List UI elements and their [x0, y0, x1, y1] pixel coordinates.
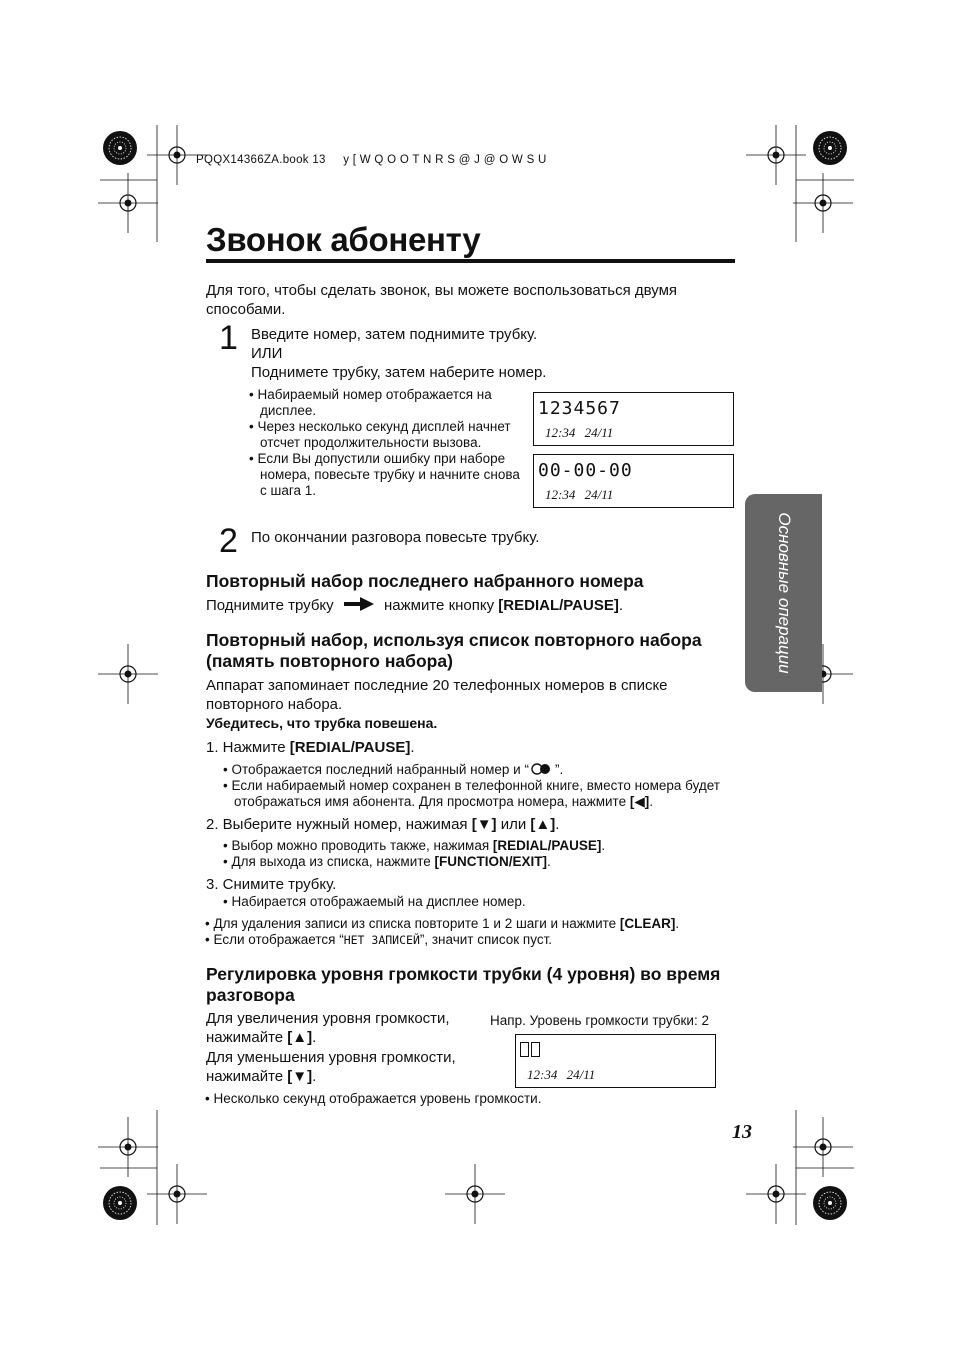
period: .: [649, 794, 653, 809]
lcd-display-dialing: [533, 392, 734, 446]
side-tab: [745, 494, 822, 692]
registration-cross-icon: [746, 125, 806, 185]
period: .: [675, 916, 680, 931]
period: .: [547, 854, 551, 869]
page-number: 13: [732, 1121, 752, 1143]
item2-bullet-2: [223, 854, 733, 870]
up-key: [▲]: [287, 1029, 313, 1046]
note-empty-list: [205, 932, 735, 948]
section2-notes: [205, 916, 735, 948]
item1-bullet-1-end: ”.: [554, 762, 564, 777]
item2-bullet-2-text: Для выхода из списка, нажмите: [231, 854, 435, 869]
down-key: [▼]: [287, 1068, 313, 1085]
registration-star-icon: [103, 1186, 137, 1220]
item2-bullets: [223, 838, 733, 870]
header-file-info: PQQX14366ZA.book 13: [196, 154, 326, 166]
function-exit-key: [FUNCTION/EXIT]: [434, 854, 548, 869]
step1-line3: Поднимете трубку, затем наберите номер.: [251, 364, 547, 381]
step-number-1: 1: [219, 319, 238, 357]
registration-cross-icon: [445, 1164, 505, 1224]
registration-cross-icon: [793, 173, 853, 233]
step1-or: ИЛИ: [251, 345, 283, 362]
lcd-time-date: 12:34 24/11: [545, 487, 614, 502]
step2-text: По окончании разговора повесьте трубку.: [251, 529, 540, 546]
volume-decrease-label: Для уменьшения уровня громкости, нажимайте: [206, 1049, 456, 1085]
step1-bullet-3: • Если Вы допустили ошибку при наборе номера, повесьте трубку и начните снова с шага 1.: [249, 451, 521, 499]
item1-text: 1. Нажмите: [206, 739, 290, 756]
title-rule: [206, 259, 735, 263]
lcd-display-volume: [515, 1034, 716, 1088]
item1-bullet-2: [223, 778, 733, 810]
volume-decrease-text: [206, 1048, 486, 1086]
volume-note: • Несколько секунд отображается уровень громкости.: [205, 1091, 541, 1107]
section-heading-volume: Регулировка уровня громкости трубки (4 уровня) во время разговора: [206, 964, 721, 1005]
lcd-display-timer: [533, 454, 734, 508]
lcd-main-number: 1234567: [538, 398, 621, 419]
lcd-call-timer: 00-00-00: [538, 460, 633, 481]
registration-star-icon: [813, 1186, 847, 1220]
left-key: [◀]: [629, 794, 650, 809]
step1-line1: Введите номер, затем поднимите трубку.: [251, 326, 538, 343]
volume-increase-label: Для увеличения уровня громкости, нажимайте: [206, 1010, 450, 1046]
note-clear-text: Для удаления записи из списка повторите 1 и 2 шаги и нажмите: [213, 916, 620, 931]
item1-bullet-1: [223, 762, 733, 778]
redial-pause-key: [REDIAL/PAUSE]: [492, 838, 602, 853]
lcd-message-no-entries: НЕТ ЗАПИСЕЙ: [343, 933, 420, 947]
step1-bullets: [249, 387, 521, 499]
registration-cross-icon: [98, 644, 158, 704]
registration-cross-icon: [147, 1164, 207, 1224]
section-heading-redial-list: Повторный набор, используя список повторного набора (память повторного набора): [206, 630, 702, 671]
period: .: [618, 597, 624, 614]
item2-or: или: [496, 816, 531, 833]
print-header: [196, 154, 547, 166]
lcd-time-date: 12:34 24/11: [545, 425, 614, 440]
registration-star-icon: [103, 131, 137, 165]
section2-bold-note: Убедитесь, что трубка повешена.: [206, 715, 438, 731]
clear-key: [CLEAR]: [619, 916, 676, 931]
section2-item-2: [206, 815, 559, 834]
volume-level-bars: [520, 1042, 542, 1062]
redial-memory-icon: [531, 763, 553, 775]
section2-item-1: [206, 738, 415, 757]
period: .: [312, 1068, 317, 1085]
volume-example-label: Напр. Уровень громкости трубки: 2: [490, 1013, 709, 1028]
redial-pause-key: [REDIAL/PAUSE]: [289, 739, 411, 756]
registration-cross-icon: [746, 1164, 806, 1224]
arrow-right-icon: [344, 597, 374, 611]
period: .: [312, 1029, 317, 1046]
step1-bullet-2: • Через несколько секунд дисплей начнет отсчет продолжительности вызова.: [249, 419, 521, 451]
up-key: [▲]: [530, 816, 556, 833]
item3-bullet-1: • Набирается отображаемый на дисплее номер.: [223, 894, 526, 910]
item1-bullets: [223, 762, 733, 810]
period: .: [410, 739, 415, 756]
volume-level-bar: [531, 1042, 540, 1057]
item1-bullet-1-text: Отображается последний набранный номер и “: [231, 762, 529, 777]
period: .: [555, 816, 560, 833]
section2-item-3: 3. Снимите трубку.: [206, 876, 337, 893]
item1-bullet-2-text: Если набираемый номер сохранен в телефонной книге, вместо номера будет отображаться имя абонента. Для просмотра номера, нажмите: [231, 778, 720, 809]
step1-bullet-1: • Набираемый номер отображается на дисплее.: [249, 387, 521, 419]
section1-text-b: нажмите кнопку: [384, 597, 495, 614]
section-heading-redial-last: Повторный набор последнего набранного номера: [206, 571, 644, 591]
period: .: [601, 838, 606, 853]
section1-instruction: [206, 596, 623, 615]
note-clear: [205, 916, 735, 932]
section1-text-a: Поднимите трубку: [206, 597, 334, 614]
section2-intro: Аппарат запоминает последние 20 телефонных номеров в списке повторного набора.: [206, 677, 668, 713]
volume-increase-text: [206, 1009, 486, 1047]
item2-bullet-1: [223, 838, 733, 854]
side-tab-label: Основные операции: [774, 512, 794, 674]
step-number-2: 2: [219, 522, 238, 560]
note-empty-text-b: ”, значит список пуст.: [419, 932, 553, 947]
registration-cross-icon: [98, 173, 158, 233]
page-title: Звонок абоненту: [206, 221, 481, 258]
intro-text: Для того, чтобы сделать звонок, вы можете воспользоваться двумя способами.: [206, 282, 678, 318]
note-empty-text-a: Если отображается “: [213, 932, 344, 947]
redial-pause-key: [REDIAL/PAUSE]: [498, 597, 619, 614]
volume-level-bar: [520, 1042, 529, 1057]
registration-star-icon: [813, 131, 847, 165]
down-key: [▼]: [471, 816, 497, 833]
item2-text: 2. Выберите нужный номер, нажимая: [206, 816, 472, 833]
lcd-time-date: 12:34 24/11: [527, 1067, 596, 1082]
item2-bullet-1-text: Выбор можно проводить также, нажимая: [231, 838, 493, 853]
header-garbled-text: y [ W Q O O T N R S @ J @ O W S U: [343, 154, 547, 166]
